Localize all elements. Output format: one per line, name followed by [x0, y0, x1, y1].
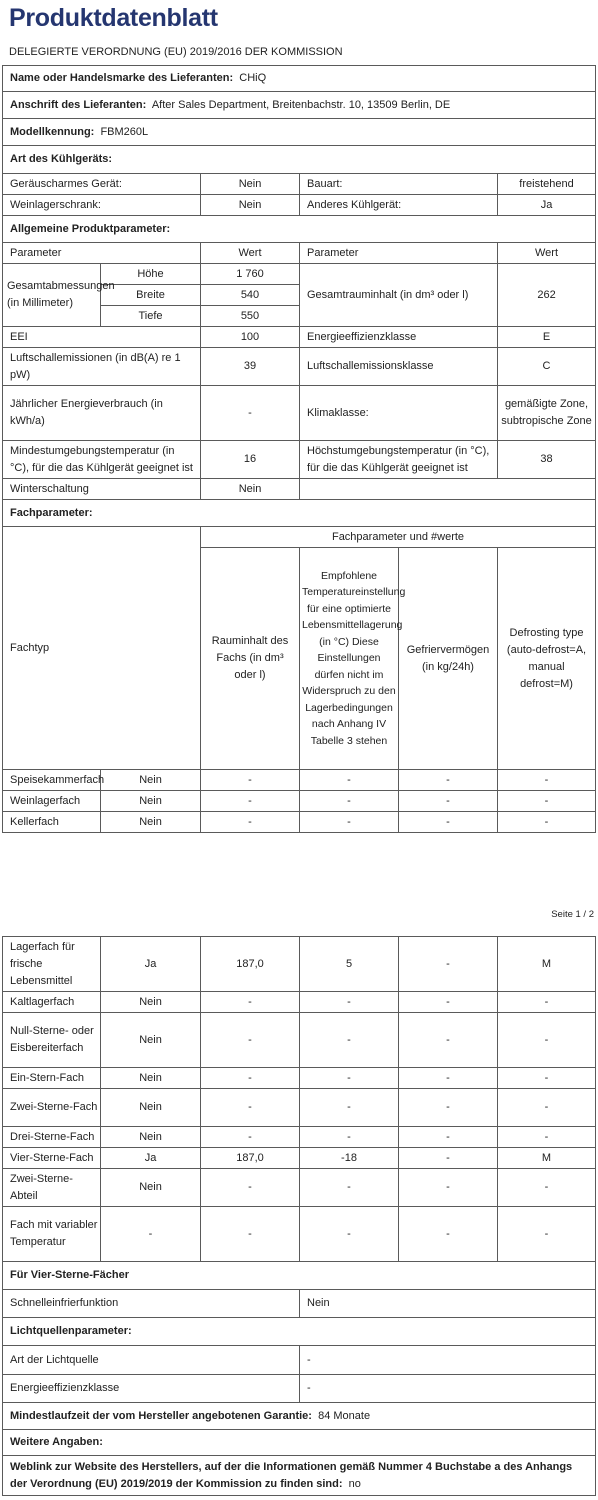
compartment-volume: -: [201, 992, 300, 1013]
climate-class-value: gemäßigte Zone, subtropische Zone: [498, 386, 596, 441]
depth-label: Tiefe: [101, 306, 201, 327]
light-type-value: -: [300, 1346, 596, 1375]
compartment-name: Speisekammerfach: [3, 770, 101, 791]
max-ambient-temp-label: Höchstumgebungstemperatur (in °C), für die das Kühlgerät geeignet ist: [300, 441, 498, 479]
compartment-temp: -: [300, 812, 399, 833]
compartment-freeze: -: [399, 770, 498, 791]
model-label: Modellkennung:: [10, 125, 95, 138]
datasheet-table-page-2: [2, 936, 596, 1496]
compartment-freeze: -: [399, 1148, 498, 1169]
energy-class-value: E: [498, 327, 596, 348]
compartment-present: Nein: [101, 1013, 201, 1068]
compartment-volume-header: Rauminhalt des Fachs (in dm³ oder l): [201, 548, 300, 770]
compartment-defrost: -: [498, 1089, 596, 1127]
compartment-defrost: -: [498, 1013, 596, 1068]
compartment-volume: 187,0: [201, 1148, 300, 1169]
compartment-volume: -: [201, 812, 300, 833]
compartment-name: Ein-Stern-Fach: [3, 1068, 101, 1089]
supplier-address-value: After Sales Department, Breitenbachstr. 10, 13509 Berlin, DE: [151, 98, 451, 111]
compartment-defrost: -: [498, 1169, 596, 1207]
eei-value: 100: [201, 327, 300, 348]
fast-freeze-label: Schnelleinfrierfunktion: [3, 1290, 300, 1318]
noise-class-value: C: [498, 348, 596, 386]
compartment-row: [3, 1127, 596, 1148]
low-noise-value: Nein: [201, 174, 300, 195]
compartment-name: Vier-Sterne-Fach: [3, 1148, 101, 1169]
compartment-present: Ja: [101, 937, 201, 992]
document-title: Produktdatenblatt: [9, 4, 218, 32]
compartment-volume: -: [201, 770, 300, 791]
four-star-heading: Für Vier-Sterne-Fächer: [3, 1262, 596, 1290]
compartment-freeze: -: [399, 1068, 498, 1089]
param-header-right: Parameter: [300, 243, 498, 264]
compartment-defrost: M: [498, 937, 596, 992]
width-label: Breite: [101, 285, 201, 306]
compartment-name: Fach mit variabler Temperatur: [3, 1207, 101, 1262]
document-subtitle: DELEGIERTE VERORDNUNG (EU) 2019/2016 DER KOMMISSION: [9, 46, 343, 58]
compartment-present: Nein: [101, 770, 201, 791]
supplier-address-label: Anschrift des Lieferanten:: [10, 98, 147, 111]
compartment-volume: -: [201, 1089, 300, 1127]
defrost-type-header: Defrosting type (auto-defrost=A, manual defrost=M): [498, 548, 596, 770]
compartment-freeze: -: [399, 812, 498, 833]
compartment-name: Zwei-Sterne-Fach: [3, 1089, 101, 1127]
compartment-row: [3, 1148, 596, 1169]
light-source-heading: Lichtquellenparameter:: [3, 1318, 596, 1346]
compartment-present: Ja: [101, 1148, 201, 1169]
weblink-row: [3, 1456, 596, 1496]
compartment-present: Nein: [101, 1169, 201, 1207]
climate-class-label: Klimaklasse:: [300, 386, 498, 441]
compartment-defrost: -: [498, 992, 596, 1013]
compartment-temp: -: [300, 1207, 399, 1262]
compartment-defrost: -: [498, 1068, 596, 1089]
light-type-label: Art der Lichtquelle: [3, 1346, 300, 1375]
compartment-defrost: M: [498, 1148, 596, 1169]
supplier-name-row: [3, 66, 596, 92]
other-appliance-value: Ja: [498, 195, 596, 216]
depth-value: 550: [201, 306, 300, 327]
compartment-volume: -: [201, 1169, 300, 1207]
compartment-temp: -: [300, 1013, 399, 1068]
compartment-row: [3, 992, 596, 1013]
min-ambient-temp-value: 16: [201, 441, 300, 479]
appliance-type-heading: Art des Kühlgeräts:: [3, 146, 596, 174]
height-label: Höhe: [101, 264, 201, 285]
total-volume-value: 262: [498, 264, 596, 327]
compartment-present: Nein: [101, 791, 201, 812]
compartment-temp: -: [300, 791, 399, 812]
compartment-temp: -: [300, 770, 399, 791]
wine-cabinet-label: Weinlagerschrank:: [3, 195, 201, 216]
compartment-row: [3, 791, 596, 812]
compartment-name: Drei-Sterne-Fach: [3, 1127, 101, 1148]
model-value: FBM260L: [100, 125, 149, 138]
weblink-label: Weblink zur Website des Herstellers, auf der die Informationen gemäß Nummer 4 Buchstabe a des Anhangs der Verordnung (EU) 2019/2019 der Kommission zu finden sind:: [10, 1460, 573, 1490]
compartment-present: -: [101, 1207, 201, 1262]
annual-consumption-label: Jährlicher Energieverbrauch (in kWh/a): [3, 386, 201, 441]
compartment-row: [3, 1089, 596, 1127]
compartment-rows-page-1: [3, 770, 596, 833]
general-params-heading: Allgemeine Produktparameter:: [3, 216, 596, 243]
design-label: Bauart:: [300, 174, 498, 195]
compartment-defrost: -: [498, 1207, 596, 1262]
value-header-left: Wert: [201, 243, 300, 264]
compartment-name: Zwei-Sterne-Abteil: [3, 1169, 101, 1207]
width-value: 540: [201, 285, 300, 306]
compartment-present: Nein: [101, 1089, 201, 1127]
light-class-value: -: [300, 1375, 596, 1403]
compartment-row: [3, 812, 596, 833]
noise-class-label: Luftschallemissionsklasse: [300, 348, 498, 386]
compartment-freeze: -: [399, 1207, 498, 1262]
compartments-heading: Fachparameter:: [3, 500, 596, 527]
compartment-freeze: -: [399, 1089, 498, 1127]
energy-class-label: Energieeffizienzklasse: [300, 327, 498, 348]
further-info-heading: Weitere Angaben:: [3, 1430, 596, 1456]
compartment-present: Nein: [101, 992, 201, 1013]
compartment-freeze: -: [399, 937, 498, 992]
compartment-temp: -: [300, 1169, 399, 1207]
compartment-temp-header: Empfohlene Temperatureinstellung für eine optimierte Lebensmittellagerung (in °C) Diese Einstellungen dürfen nicht im Widerspruch zu den Lagerbedingungen nach Anhang IV Tabelle 3 stehen: [300, 548, 399, 770]
wine-cabinet-value: Nein: [201, 195, 300, 216]
compartment-volume: -: [201, 1207, 300, 1262]
compartment-row: [3, 937, 596, 992]
low-noise-label: Geräuscharmes Gerät:: [3, 174, 201, 195]
total-volume-label: Gesamtrauminhalt (in dm³ oder l): [300, 264, 498, 327]
other-appliance-label: Anderes Kühlgerät:: [300, 195, 498, 216]
compartment-name: Kellerfach: [3, 812, 101, 833]
compartment-row: [3, 1207, 596, 1262]
compartment-freeze: -: [399, 1013, 498, 1068]
design-value: freistehend: [498, 174, 596, 195]
compartment-row: [3, 770, 596, 791]
compartment-defrost: -: [498, 812, 596, 833]
warranty-label: Mindestlaufzeit der vom Hersteller angebotenen Garantie:: [10, 1409, 312, 1422]
page-number: Seite 1 / 2: [551, 909, 594, 920]
compartment-temp: 5: [300, 937, 399, 992]
weblink-value: no: [348, 1477, 361, 1490]
noise-emissions-label: Luftschallemissionen (in dB(A) re 1 pW): [3, 348, 201, 386]
compartment-present: Nein: [101, 812, 201, 833]
compartment-present: Nein: [101, 1068, 201, 1089]
compartment-name: Kaltlagerfach: [3, 992, 101, 1013]
datasheet-table-page-1: [2, 65, 596, 833]
compartment-freeze: -: [399, 791, 498, 812]
winter-switch-value: Nein: [201, 479, 300, 500]
compartment-row: [3, 1068, 596, 1089]
winter-switch-label: Winterschaltung: [3, 479, 201, 500]
compartment-freeze: -: [399, 1127, 498, 1148]
param-header-left: Parameter: [3, 243, 201, 264]
supplier-name-value: CHiQ: [239, 72, 267, 84]
noise-emissions-value: 39: [201, 348, 300, 386]
compartment-type-header: Fachtyp: [3, 527, 201, 770]
compartment-volume: -: [201, 791, 300, 812]
compartment-volume: -: [201, 1127, 300, 1148]
empty-cell: [300, 479, 596, 500]
warranty-row: [3, 1403, 596, 1430]
fast-freeze-value: Nein: [300, 1290, 596, 1318]
compartment-name: Null-Sterne- oder Eisbereiterfach: [3, 1013, 101, 1068]
compartment-name: Lagerfach für frische Lebensmittel: [3, 937, 101, 992]
light-class-label: Energieeffizienzklasse: [3, 1375, 300, 1403]
dimensions-label: Gesamtabmessungen (in Millimeter): [3, 264, 101, 327]
annual-consumption-value: -: [201, 386, 300, 441]
freezing-capacity-header: Gefriervermögen (in kg/24h): [399, 548, 498, 770]
min-ambient-temp-label: Mindestumgebungstemperatur (in °C), für die das Kühlgerät geeignet ist: [3, 441, 201, 479]
compartment-volume: -: [201, 1068, 300, 1089]
compartment-name: Weinlagerfach: [3, 791, 101, 812]
compartment-defrost: -: [498, 791, 596, 812]
height-value: 1 760: [201, 264, 300, 285]
supplier-name-label: Name oder Handelsmarke des Lieferanten:: [10, 72, 234, 84]
compartment-temp: -: [300, 992, 399, 1013]
compartment-freeze: -: [399, 1169, 498, 1207]
compartment-group-header: Fachparameter und #werte: [201, 527, 596, 548]
compartment-temp: -18: [300, 1148, 399, 1169]
warranty-value: 84 Monate: [318, 1409, 371, 1422]
compartment-rows-page-2: [3, 937, 596, 1262]
eei-label: EEI: [3, 327, 201, 348]
value-header-right: Wert: [498, 243, 596, 264]
compartment-defrost: -: [498, 770, 596, 791]
max-ambient-temp-value: 38: [498, 441, 596, 479]
compartment-temp: -: [300, 1089, 399, 1127]
compartment-temp: -: [300, 1127, 399, 1148]
compartment-defrost: -: [498, 1127, 596, 1148]
compartment-row: [3, 1013, 596, 1068]
compartment-freeze: -: [399, 992, 498, 1013]
compartment-volume: -: [201, 1013, 300, 1068]
compartment-volume: 187,0: [201, 937, 300, 992]
compartment-row: [3, 1169, 596, 1207]
supplier-address-row: [3, 92, 596, 119]
model-row: [3, 119, 596, 146]
compartment-present: Nein: [101, 1127, 201, 1148]
compartment-temp: -: [300, 1068, 399, 1089]
